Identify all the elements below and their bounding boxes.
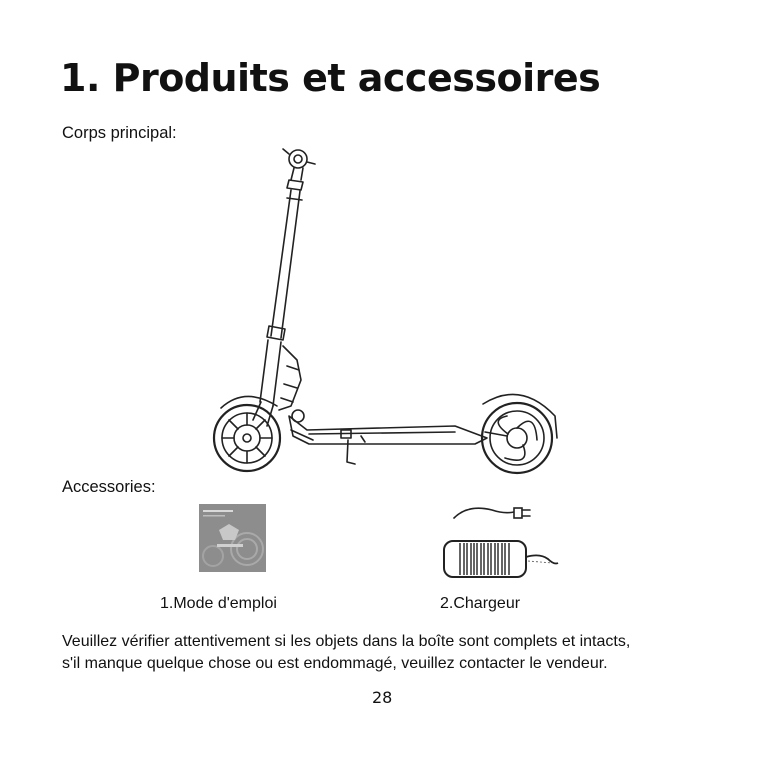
page-title: 1. Produits et accessoires (60, 56, 601, 100)
note-line-2: s'il manque quelque chose ou est endommagé, veuillez contacter le vendeur. (62, 655, 608, 672)
page-number: 28 (372, 688, 393, 707)
charger-plug-cable-icon (452, 500, 542, 530)
charger-caption: 2.Chargeur (440, 595, 521, 612)
electric-scooter-icon (205, 140, 575, 480)
user-manual-icon (199, 504, 266, 572)
charger-icon (440, 535, 562, 585)
note-line-1: Veuillez vérifier attentivement si les objets dans la boîte sont complets et intacts, (62, 633, 631, 650)
main-body-label: Corps principal: (62, 124, 177, 142)
accessories-label: Accessories: (62, 478, 156, 496)
manual-caption: 1.Mode d'emploi (160, 595, 277, 612)
